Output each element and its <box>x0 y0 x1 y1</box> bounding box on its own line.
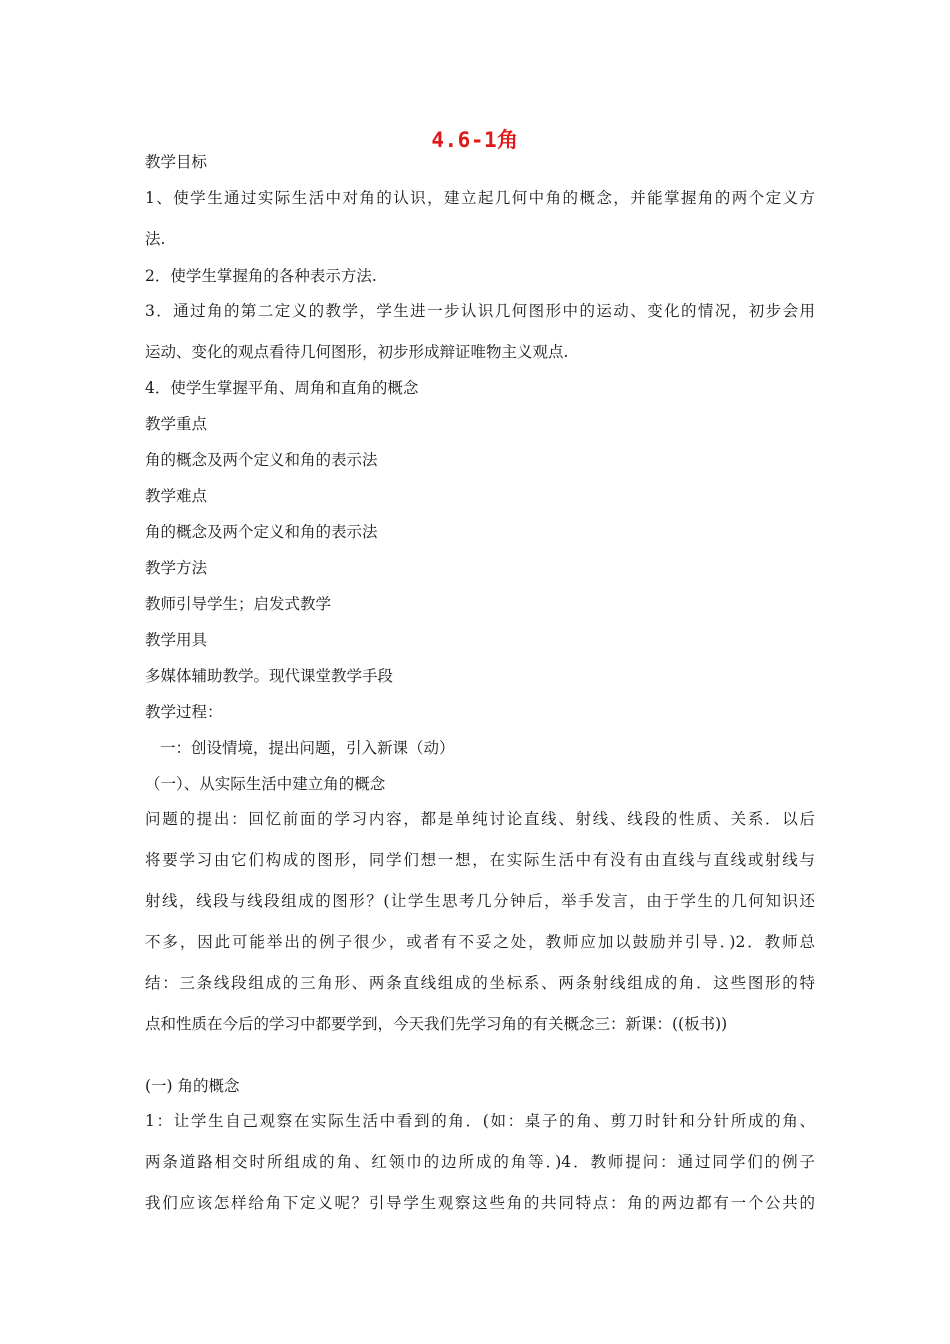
text-line: 教学过程： <box>145 703 223 721</box>
text-line: 教学用具 <box>145 631 208 649</box>
text-line: (一) 角的概念 <box>145 1077 240 1095</box>
text-line: 1：让学生自己观察在实际生活中看到的角．(如：桌子的角、剪刀时针和分针所成的角、 <box>145 1112 815 1130</box>
text-line: 3．通过角的第二定义的教学，学生进一步认识几何图形中的运动、变化的情况，初步会用 <box>145 302 815 320</box>
text-line: 教学方法 <box>145 559 208 577</box>
text-line: 角的概念及两个定义和角的表示法 <box>145 451 378 469</box>
text-line: 教学目标 <box>145 153 208 171</box>
text-line: 多媒体辅助教学。现代课堂教学手段 <box>145 667 394 685</box>
text-line: 两条道路相交时所组成的角、红领巾的边所成的角等．)4．教师提问：通过同学们的例子 <box>145 1153 815 1171</box>
text-line: 角的概念及两个定义和角的表示法 <box>145 523 378 541</box>
text-line: （一）、从实际生活中建立角的概念 <box>145 775 386 793</box>
text-line: 教学难点 <box>145 487 208 505</box>
text-line: 结：三条线段组成的三角形、两条直线组成的坐标系、两条射线组成的角．这些图形的特 <box>145 974 815 992</box>
text-line: 运动、变化的观点看待几何图形，初步形成辩证唯物主义观点. <box>145 343 569 361</box>
text-line: 射线，线段与线段组成的图形？(让学生思考几分钟后，举手发言，由于学生的几何知识还 <box>145 892 815 910</box>
text-line: 不多，因此可能举出的例子很少，或者有不妥之处，教师应加以鼓励并引导．)2．教师总 <box>145 933 815 951</box>
text-line: 教师引导学生；启发式教学 <box>145 595 332 613</box>
text-line: 问题的提出：回忆前面的学习内容，都是单纯讨论直线、射线、线段的性质、关系．以后 <box>145 810 815 828</box>
text-line: 我们应该怎样给角下定义呢？引导学生观察这些角的共同特点：角的两边都有一个公共的 <box>145 1194 815 1212</box>
text-line: 1、使学生通过实际生活中对角的认识，建立起几何中角的概念，并能掌握角的两个定义方 <box>145 189 815 207</box>
text-line: 法. <box>145 230 166 248</box>
text-line: 4．使学生掌握平角、周角和直角的概念 <box>145 379 419 397</box>
document-title: 4.6-1角 <box>431 128 519 152</box>
text-line: 将要学习由它们构成的图形，同学们想一想，在实际生活中有没有由直线与直线或射线与 <box>145 851 815 869</box>
text-line: 点和性质在今后的学习中都要学到，今天我们先学习角的有关概念三：新课：((板书)) <box>145 1015 728 1033</box>
text-line: 一：创设情境，提出问题，引入新课（动） <box>160 739 455 757</box>
text-line: 教学重点 <box>145 415 208 433</box>
text-line: 2．使学生掌握角的各种表示方法. <box>145 267 377 285</box>
